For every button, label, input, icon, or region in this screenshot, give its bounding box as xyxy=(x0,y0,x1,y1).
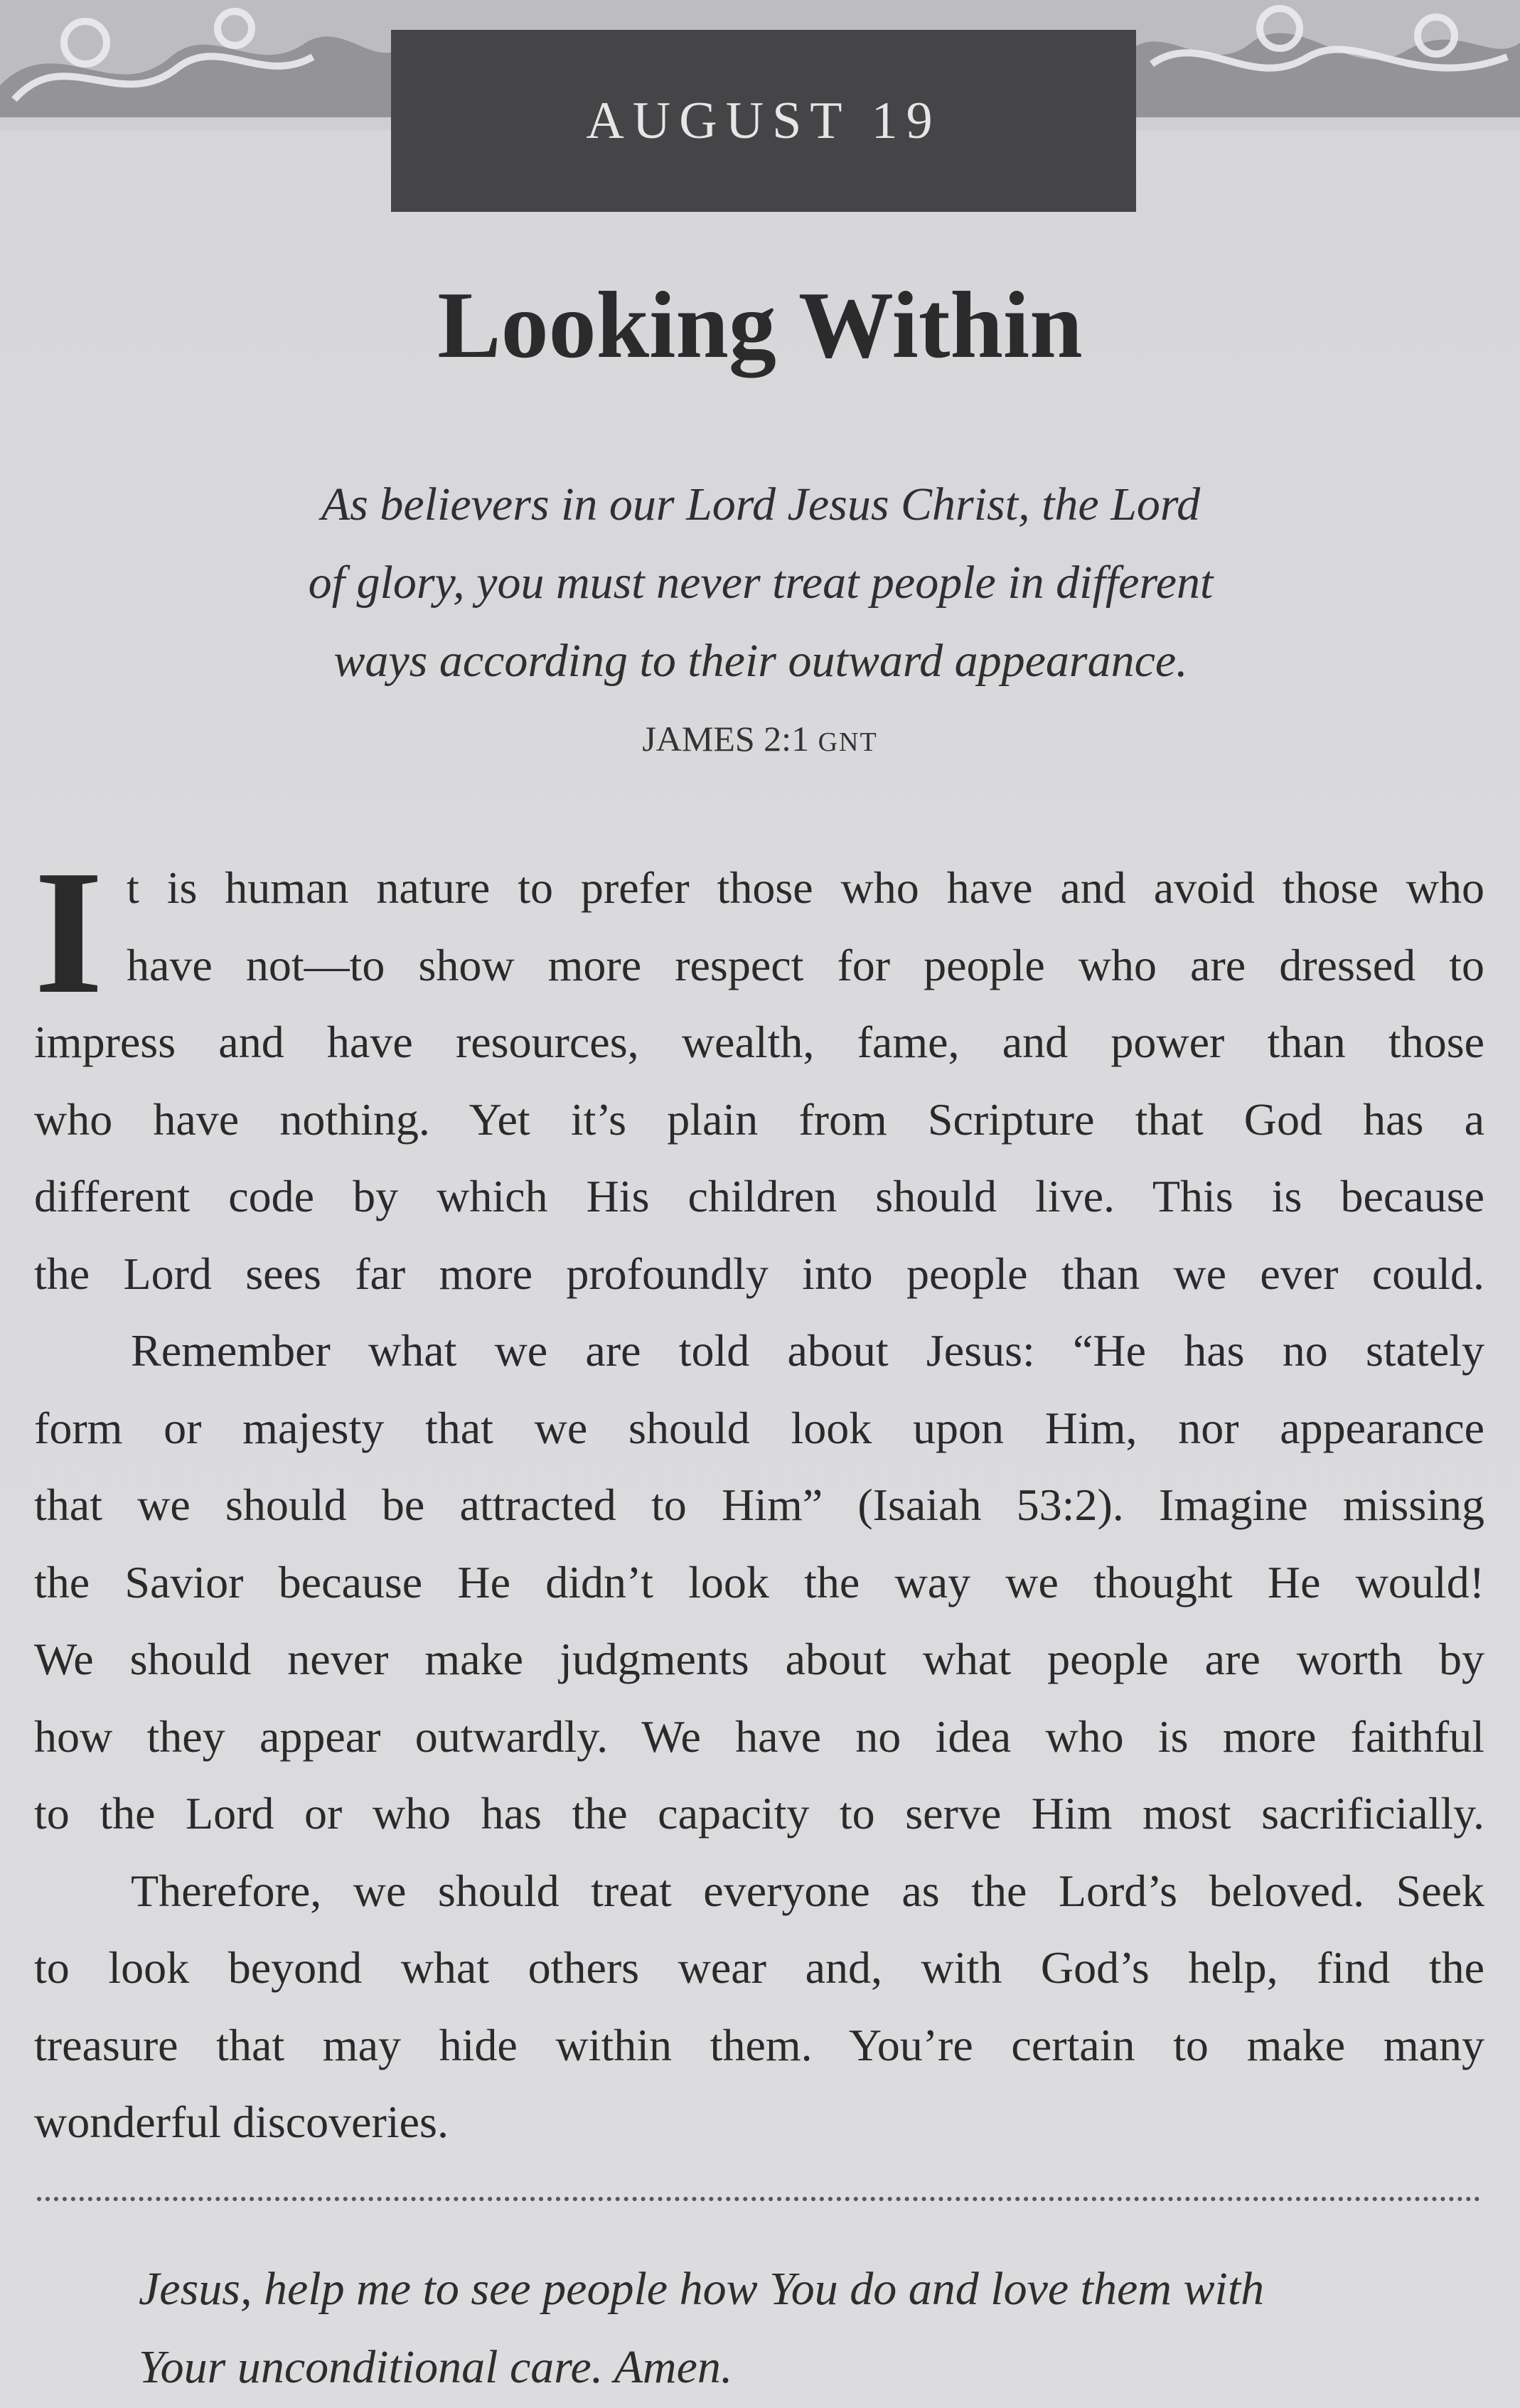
body-line: the Lord sees far more profoundly into people than we ever could. xyxy=(34,1248,1484,1299)
devotional-body xyxy=(34,834,1484,2161)
body-line: to the Lord or who has the capacity to serve Him most sacrificially. xyxy=(34,1788,1484,1839)
body-line: the Savior because He didn’t look the way we thought He would! xyxy=(34,1556,1484,1607)
body-line: wonderful discoveries. xyxy=(34,2097,449,2147)
date-banner xyxy=(391,30,1136,212)
body-line: form or majesty that we should look upon Him, nor appearance xyxy=(34,1402,1484,1453)
body-line: impress and have resources, wealth, fame, and power than those xyxy=(34,1017,1484,1067)
reference-citation: JAMES 2:1 xyxy=(642,719,818,759)
scripture-reference xyxy=(0,718,1520,759)
body-line: treasure that may hide within them. You’re certain to make many xyxy=(34,2019,1484,2070)
page-title: Looking Within xyxy=(437,272,1083,378)
prayer-line: Jesus, help me to see people how You do and love them with xyxy=(139,2263,1265,2315)
drop-cap: I xyxy=(34,834,104,1031)
scripture-verse xyxy=(213,466,1308,700)
dotted-divider xyxy=(37,2197,1480,2201)
body-line: to look beyond what others wear and, with God’s help, find the xyxy=(34,1942,1484,1993)
body-line: that we should be attracted to Him” (Isaiah 53:2). Imagine missing xyxy=(34,1479,1484,1530)
body-line: different code by which His children should live. This is because xyxy=(34,1171,1484,1221)
date-label: AUGUST 19 xyxy=(586,91,941,150)
verse-line: ways according to their outward appearance. xyxy=(333,635,1188,687)
body-line: who have nothing. Yet it’s plain from Scripture that God has a xyxy=(34,1093,1484,1145)
body-line: Therefore, we should treat everyone as the Lord’s beloved. Seek xyxy=(131,1865,1484,1916)
body-line: how they appear outwardly. We have no idea who is more faithful xyxy=(34,1711,1484,1762)
reference-translation: GNT xyxy=(818,727,878,757)
body-line: Remember what we are told about Jesus: “He has no stately xyxy=(131,1325,1484,1376)
prayer-line: Your unconditional care. Amen. xyxy=(139,2341,733,2393)
body-line: t is human nature to prefer those who have and avoid those who xyxy=(127,862,1484,913)
verse-line: As believers in our Lord Jesus Christ, the Lord xyxy=(321,478,1201,530)
verse-line: of glory, you must never treat people in different xyxy=(308,557,1214,609)
closing-prayer xyxy=(139,2250,1489,2407)
body-line: We should never make judgments about what people are worth by xyxy=(34,1634,1484,1684)
body-line: have not—to show more respect for people who are dressed to xyxy=(127,939,1484,990)
